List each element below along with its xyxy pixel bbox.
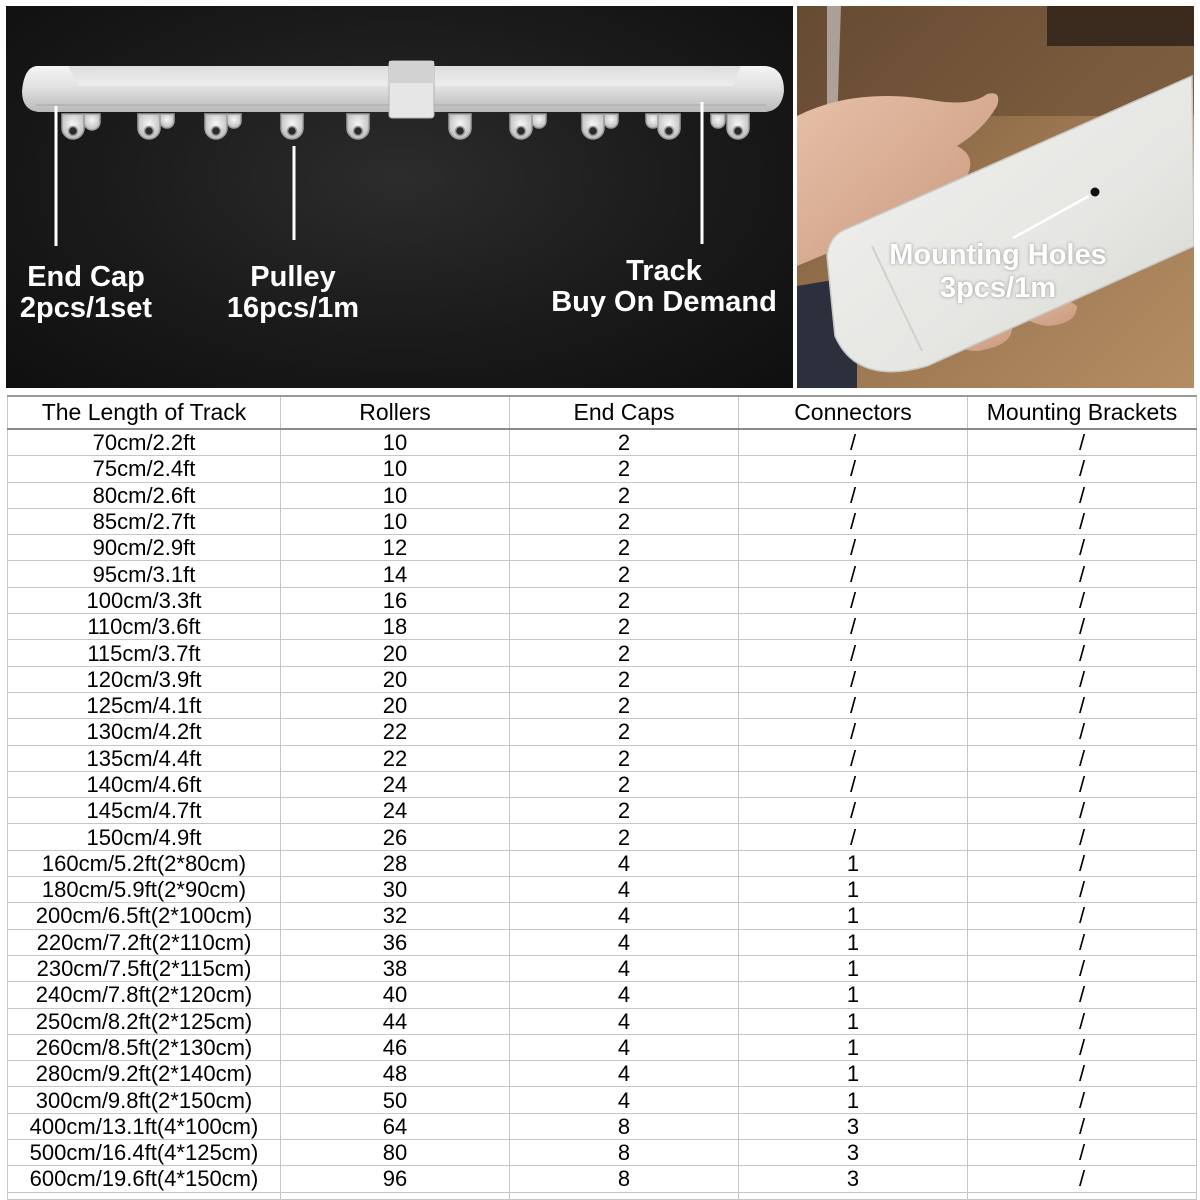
column-header-rollers: Rollers	[281, 396, 510, 429]
pulley-icon	[532, 114, 546, 128]
connectors-cell: 1	[739, 1087, 968, 1113]
connectors-cell: 1	[739, 1008, 968, 1034]
connectors-cell: /	[739, 824, 968, 850]
track-callout	[529, 256, 793, 318]
rollers-cell: 24	[281, 771, 510, 797]
end-cap-title: End Cap	[27, 261, 145, 293]
table-row	[8, 1008, 1197, 1034]
rollers-cell: 64	[281, 1113, 510, 1139]
mounting-brackets-cell: /	[968, 429, 1197, 456]
pulley-icon	[582, 114, 604, 139]
table-row	[8, 824, 1197, 850]
connectors-cell: /	[739, 508, 968, 534]
pulley-icon	[138, 114, 160, 139]
end-caps-cell: 2	[510, 719, 739, 745]
end-caps-cell: 8	[510, 1166, 739, 1192]
pulley-icon	[281, 114, 303, 139]
table-row	[8, 429, 1197, 456]
connectors-cell: 1	[739, 850, 968, 876]
mounting-brackets-cell: /	[968, 1008, 1197, 1034]
mounting-brackets-cell: /	[968, 745, 1197, 771]
table-row	[8, 982, 1197, 1008]
pulley-icon	[449, 114, 471, 139]
column-header-mounting-brackets: Mounting Brackets	[968, 396, 1197, 429]
table-row	[8, 1061, 1197, 1087]
connectors-cell: /	[739, 535, 968, 561]
track-length-cell: 180cm/5.9ft(2*90cm)	[8, 877, 281, 903]
end-caps-cell: 8	[510, 1140, 739, 1166]
table-row	[8, 456, 1197, 482]
table-row	[8, 692, 1197, 718]
connectors-cell: 1	[739, 929, 968, 955]
pulley-icon	[160, 114, 174, 128]
connectors-cell: 1	[739, 955, 968, 981]
end-caps-cell: 4	[510, 850, 739, 876]
rollers-cell: 10	[281, 508, 510, 534]
empty-cell	[510, 1192, 739, 1199]
connectors-cell: /	[739, 666, 968, 692]
empty-cell	[968, 1192, 1197, 1199]
table-row	[8, 850, 1197, 876]
product-illustration-panel	[6, 6, 793, 388]
table-row	[8, 561, 1197, 587]
rollers-cell: 10	[281, 482, 510, 508]
rollers-cell: 18	[281, 614, 510, 640]
mounting-brackets-cell: /	[968, 719, 1197, 745]
end-caps-cell: 2	[510, 798, 739, 824]
end-caps-cell: 2	[510, 429, 739, 456]
track-detail: Buy On Demand	[551, 286, 777, 318]
end-caps-cell: 2	[510, 456, 739, 482]
connectors-cell: /	[739, 456, 968, 482]
table-row	[8, 640, 1197, 666]
table-row	[8, 535, 1197, 561]
pulley-title: Pulley	[250, 261, 336, 293]
end-caps-cell: 4	[510, 903, 739, 929]
mounting-hole	[1091, 188, 1100, 197]
rollers-cell: 16	[281, 587, 510, 613]
table-row	[8, 587, 1197, 613]
connectors-cell: /	[739, 561, 968, 587]
rollers-cell: 20	[281, 666, 510, 692]
connectors-cell: /	[739, 587, 968, 613]
pulley-icon	[727, 114, 749, 139]
rollers-cell: 10	[281, 429, 510, 456]
table-row	[8, 903, 1197, 929]
track-length-cell: 100cm/3.3ft	[8, 587, 281, 613]
rollers-cell: 96	[281, 1166, 510, 1192]
track-length-cell: 145cm/4.7ft	[8, 798, 281, 824]
table-row	[8, 745, 1197, 771]
track-length-cell: 150cm/4.9ft	[8, 824, 281, 850]
mounting-brackets-cell: /	[968, 561, 1197, 587]
connectors-cell: /	[739, 640, 968, 666]
rollers-cell: 36	[281, 929, 510, 955]
rollers-cell: 40	[281, 982, 510, 1008]
rollers-cell: 22	[281, 719, 510, 745]
track-length-cell: 90cm/2.9ft	[8, 535, 281, 561]
mounting-brackets-cell: /	[968, 798, 1197, 824]
mounting-brackets-cell: /	[968, 1087, 1197, 1113]
track-length-cell: 115cm/3.7ft	[8, 640, 281, 666]
end-caps-cell: 4	[510, 1034, 739, 1060]
mounting-holes-photo	[797, 6, 1194, 388]
connectors-cell: /	[739, 719, 968, 745]
mounting-brackets-cell: /	[968, 692, 1197, 718]
mounting-holes-callout	[867, 239, 1129, 305]
column-header-connectors: Connectors	[739, 396, 968, 429]
mounting-brackets-cell: /	[968, 535, 1197, 561]
end-caps-cell: 2	[510, 614, 739, 640]
end-caps-cell: 4	[510, 1061, 739, 1087]
connectors-cell: 1	[739, 1061, 968, 1087]
mounting-brackets-cell: /	[968, 456, 1197, 482]
table-row	[8, 1113, 1197, 1139]
mounting-brackets-cell: /	[968, 824, 1197, 850]
table-row	[8, 798, 1197, 824]
connectors-cell: /	[739, 798, 968, 824]
mounting-brackets-cell: /	[968, 640, 1197, 666]
rollers-cell: 20	[281, 692, 510, 718]
track-length-cell: 70cm/2.2ft	[8, 429, 281, 456]
end-caps-cell: 4	[510, 1087, 739, 1113]
mounting-brackets-cell: /	[968, 1113, 1197, 1139]
mounting-brackets-cell: /	[968, 850, 1197, 876]
rollers-cell: 12	[281, 535, 510, 561]
rollers-cell: 48	[281, 1061, 510, 1087]
mounting-brackets-cell: /	[968, 955, 1197, 981]
mounting-brackets-cell: /	[968, 903, 1197, 929]
end-caps-cell: 2	[510, 508, 739, 534]
mounting-brackets-cell: /	[968, 1166, 1197, 1192]
track-length-cell: 75cm/2.4ft	[8, 456, 281, 482]
end-caps-cell: 4	[510, 877, 739, 903]
connectors-cell: /	[739, 614, 968, 640]
mounting-brackets-cell: /	[968, 982, 1197, 1008]
track-length-cell: 220cm/7.2ft(2*110cm)	[8, 929, 281, 955]
mounting-holes-detail: 3pcs/1m	[939, 272, 1057, 304]
mounting-brackets-cell: /	[968, 1061, 1197, 1087]
pulley-icon	[510, 114, 532, 139]
table-row	[8, 482, 1197, 508]
end-caps-cell: 2	[510, 561, 739, 587]
rollers-cell: 24	[281, 798, 510, 824]
rollers-cell: 30	[281, 877, 510, 903]
connectors-cell: 1	[739, 903, 968, 929]
track-length-cell: 250cm/8.2ft(2*125cm)	[8, 1008, 281, 1034]
end-caps-cell: 2	[510, 692, 739, 718]
track-length-cell: 280cm/9.2ft(2*140cm)	[8, 1061, 281, 1087]
pulley-detail: 16pcs/1m	[226, 292, 360, 324]
connector	[389, 61, 434, 118]
mounting-brackets-cell: /	[968, 771, 1197, 797]
connectors-cell: /	[739, 745, 968, 771]
mounting-brackets-cell: /	[968, 614, 1197, 640]
table-row	[8, 666, 1197, 692]
empty-cell	[281, 1192, 510, 1199]
connectors-cell: /	[739, 482, 968, 508]
pulley-callout	[208, 262, 378, 324]
pulley-icon	[711, 114, 725, 128]
connectors-cell: /	[739, 771, 968, 797]
table-row	[8, 929, 1197, 955]
mounting-brackets-cell: /	[968, 666, 1197, 692]
rollers-cell: 26	[281, 824, 510, 850]
table-row	[8, 614, 1197, 640]
table-row	[8, 1140, 1197, 1166]
table-body	[8, 429, 1197, 1199]
track-length-cell: 140cm/4.6ft	[8, 771, 281, 797]
track-length-cell: 160cm/5.2ft(2*80cm)	[8, 850, 281, 876]
rollers-cell: 32	[281, 903, 510, 929]
track-length-cell: 230cm/7.5ft(2*115cm)	[8, 955, 281, 981]
track-title: Track	[626, 255, 702, 287]
table-header-row	[8, 396, 1197, 429]
track-length-cell: 120cm/3.9ft	[8, 666, 281, 692]
empty-cell	[8, 1192, 281, 1199]
connectors-cell: 1	[739, 982, 968, 1008]
pulley-icon	[347, 114, 369, 139]
pulley-icon	[604, 114, 618, 128]
connectors-cell: 1	[739, 877, 968, 903]
table-row	[8, 955, 1197, 981]
track-length-cell: 110cm/3.6ft	[8, 614, 281, 640]
mounting-brackets-cell: /	[968, 482, 1197, 508]
mounting-brackets-cell: /	[968, 877, 1197, 903]
mounting-brackets-cell: /	[968, 929, 1197, 955]
rollers-cell: 14	[281, 561, 510, 587]
pulley-icon	[84, 114, 100, 130]
track-length-cell: 300cm/9.8ft(2*150cm)	[8, 1087, 281, 1113]
connectors-cell: 3	[739, 1113, 968, 1139]
table-tail-row	[8, 1192, 1197, 1199]
track-length-cell: 80cm/2.6ft	[8, 482, 281, 508]
end-cap-detail: 2pcs/1set	[19, 292, 153, 324]
mounting-brackets-cell: /	[968, 1034, 1197, 1060]
track-length-cell: 200cm/6.5ft(2*100cm)	[8, 903, 281, 929]
rollers-cell: 44	[281, 1008, 510, 1034]
end-caps-cell: 2	[510, 824, 739, 850]
connectors-cell: /	[739, 429, 968, 456]
track-length-cell: 600cm/19.6ft(4*150cm)	[8, 1166, 281, 1192]
rollers-cell: 22	[281, 745, 510, 771]
end-caps-cell: 4	[510, 955, 739, 981]
table-row	[8, 877, 1197, 903]
track-length-cell: 130cm/4.2ft	[8, 719, 281, 745]
connectors-cell: 3	[739, 1140, 968, 1166]
rollers-cell: 20	[281, 640, 510, 666]
mounting-holes-title: Mounting Holes	[889, 239, 1107, 271]
track-length-cell: 240cm/7.8ft(2*120cm)	[8, 982, 281, 1008]
table-row	[8, 771, 1197, 797]
rollers-cell: 50	[281, 1087, 510, 1113]
curtain-track-illustration	[6, 6, 793, 388]
mounting-brackets-cell: /	[968, 587, 1197, 613]
hand-holding-track-photo	[797, 6, 1194, 388]
track-length-cell: 400cm/13.1ft(4*100cm)	[8, 1113, 281, 1139]
table-row	[8, 508, 1197, 534]
table-row	[8, 719, 1197, 745]
table-row	[8, 1087, 1197, 1113]
end-caps-cell: 4	[510, 982, 739, 1008]
end-caps-cell: 2	[510, 745, 739, 771]
track-length-cell: 135cm/4.4ft	[8, 745, 281, 771]
pulley-icon	[227, 114, 241, 128]
table-row	[8, 1034, 1197, 1060]
mounting-brackets-cell: /	[968, 1140, 1197, 1166]
connectors-cell: /	[739, 692, 968, 718]
connectors-cell: 3	[739, 1166, 968, 1192]
end-caps-cell: 2	[510, 640, 739, 666]
pulley-icon	[658, 114, 680, 139]
table-row	[8, 1166, 1197, 1192]
end-cap-callout	[6, 262, 166, 324]
end-caps-cell: 8	[510, 1113, 739, 1139]
pulley-icon	[205, 114, 227, 139]
rollers-cell: 10	[281, 456, 510, 482]
rollers-cell: 46	[281, 1034, 510, 1060]
end-caps-cell: 2	[510, 482, 739, 508]
end-caps-cell: 4	[510, 929, 739, 955]
end-caps-cell: 4	[510, 1008, 739, 1034]
column-header-end-caps: End Caps	[510, 396, 739, 429]
rollers-cell: 38	[281, 955, 510, 981]
track-length-cell: 500cm/16.4ft(4*125cm)	[8, 1140, 281, 1166]
empty-cell	[739, 1192, 968, 1199]
rollers-cell: 80	[281, 1140, 510, 1166]
rollers-cell: 28	[281, 850, 510, 876]
track-length-cell: 85cm/2.7ft	[8, 508, 281, 534]
end-caps-cell: 2	[510, 587, 739, 613]
track-spec-table	[7, 395, 1197, 1200]
track-length-cell: 260cm/8.5ft(2*130cm)	[8, 1034, 281, 1060]
track-length-cell: 125cm/4.1ft	[8, 692, 281, 718]
end-caps-cell: 2	[510, 666, 739, 692]
end-caps-cell: 2	[510, 771, 739, 797]
column-header-track-length: The Length of Track	[8, 396, 281, 429]
mounting-brackets-cell: /	[968, 508, 1197, 534]
connectors-cell: 1	[739, 1034, 968, 1060]
track-length-cell: 95cm/3.1ft	[8, 561, 281, 587]
end-caps-cell: 2	[510, 535, 739, 561]
pulley-icon	[62, 114, 84, 139]
